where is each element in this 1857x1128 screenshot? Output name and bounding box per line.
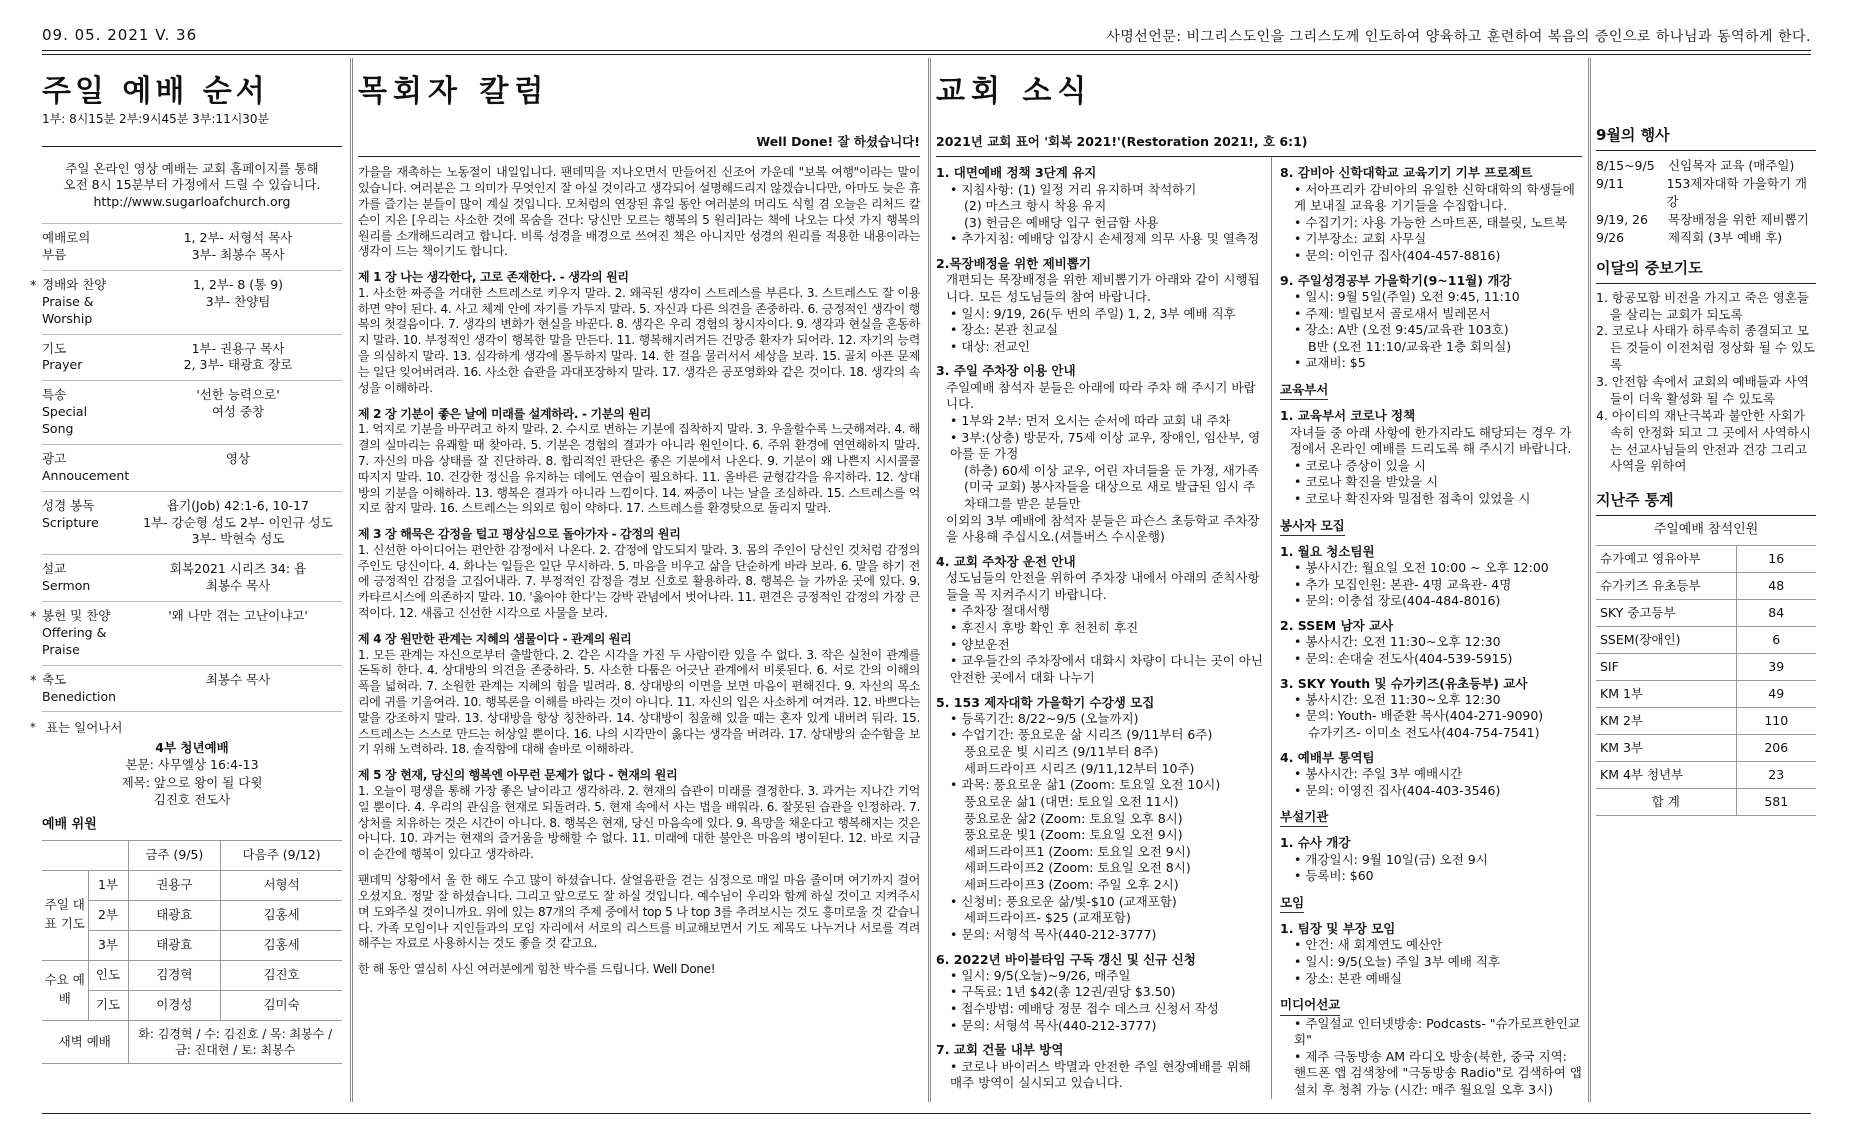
column-divider	[350, 58, 353, 1102]
prayer-item: 1. 항공모함 비전을 가지고 죽은 영혼들을 살리는 교회가 되도록	[1596, 289, 1809, 322]
notice-line: 오전 8시 15분부터 가정에서 드릴 수 있습니다.	[63, 177, 321, 193]
header-rule-2	[42, 54, 1811, 55]
stats-table	[1596, 545, 1816, 816]
committee-cell: 김진호	[221, 960, 342, 990]
standing-note: 표는 일어나서	[46, 720, 123, 736]
stats-row	[1596, 734, 1816, 761]
order-label-line: 특송	[42, 387, 67, 403]
news-item: • 일시: 9/5(오늘)~9/26, 매주일	[950, 967, 1131, 983]
news-subitem: B반 (오전 11:10/교육관 1층 회의실)	[1308, 338, 1512, 354]
standing-star: *	[30, 720, 36, 735]
news-item: • 문의: Youth- 배준환 목사(404-271-9090)	[1294, 708, 1544, 724]
news-item: • 장소: A반 (오전 9:45/교육관 103호)	[1294, 322, 1509, 338]
event-row	[1596, 229, 1816, 247]
stats-row	[1596, 572, 1816, 599]
issue-date: 09. 05. 2021 V. 36	[42, 26, 198, 44]
news-left	[936, 157, 1272, 1098]
order-label-line: Annoucement	[42, 467, 130, 483]
order-label	[42, 230, 134, 264]
news-category: 모임	[1280, 895, 1304, 913]
prayer-item: 2. 코로나 사태가 하루속히 종결되고 모든 것들이 이전처럼 정상화 될 수 있도록	[1596, 323, 1815, 373]
order-row	[30, 665, 342, 712]
news-heading: 6. 2022년 바이블타임 구독 갱신 및 신규 신청	[936, 951, 1196, 967]
news-heading: 1. 슈사 개강	[1280, 835, 1351, 851]
stats-name: KM 3부	[1596, 734, 1736, 761]
prayer-list	[1596, 290, 1816, 476]
news-subitem: 세퍼드라이프3 (Zoom: 주일 오후 2시)	[964, 877, 1179, 892]
news-subitem: (3) 헌금은 예배당 입구 헌금함 사용	[964, 214, 1159, 230]
order-label-line: Praise	[42, 641, 80, 657]
title-rule	[358, 156, 920, 157]
stats-value: 84	[1736, 599, 1816, 626]
order-value	[134, 387, 342, 421]
online-notice	[42, 147, 342, 224]
order-value	[134, 672, 342, 689]
committee-cell: 이경성	[128, 990, 221, 1020]
committee-sub-label: 인도	[88, 960, 128, 990]
news-heading: 3. SKY Youth 및 슈가키즈(유초등부) 교사	[1280, 675, 1528, 691]
news-item: • 문의: 서형석 목사(440-212-3777)	[950, 926, 1157, 942]
news-item: • 교재비: $5	[1294, 355, 1366, 371]
news-item: • 제주 극동방송 AM 라디오 방송(북한, 중국 지역: 핸드폰 앱 검색창에 "극동방송 Radio"로 검색하여 앱 설치 후 청취 가능 (시간: 매주 월요일 오후 3시)	[1294, 1048, 1582, 1097]
stats-row	[1596, 599, 1816, 626]
prayer-title: 이달의 중보기도	[1596, 259, 1703, 278]
stats-name: SIF	[1596, 653, 1736, 680]
events-title: 9월의 행사	[1596, 126, 1670, 144]
committee-sub-label: 1부	[88, 870, 128, 900]
news-paragraph: 자녀들 중 아래 사항에 한가지라도 해당되는 경우 가정에서 온라인 예배를 드리도록 해 주시기 바랍니다.	[1290, 424, 1572, 457]
news-item: • 문의: 손대술 전도사(404-539-5915)	[1294, 650, 1513, 666]
order-value	[134, 341, 342, 375]
order-label-line: Benediction	[42, 688, 117, 704]
events-list	[1596, 157, 1816, 248]
news-subitem: (2) 마스크 항시 착용 유지	[964, 198, 1107, 214]
order-label-line: 부름	[42, 247, 67, 263]
order-value-line: 최봉수 목사	[205, 578, 271, 594]
news-heading: 1. 월요 청소팀원	[1280, 543, 1375, 559]
stats-total-row	[1596, 788, 1816, 815]
news-subitem: 풍요로운 빛 시리즈 (9/11부터 8주)	[964, 744, 1159, 759]
order-star: *	[30, 673, 37, 689]
committee-cell: 태광효	[128, 930, 221, 960]
news-category-wrap	[1280, 799, 1582, 827]
section-heading: 제 3 장 해묵은 감정을 털고 평상심으로 돌아가자 - 감정의 원리	[358, 527, 681, 542]
news-heading: 1. 팀장 및 부장 모임	[1280, 921, 1396, 937]
column-title: 목회자 칼럼	[358, 74, 550, 109]
service-times: 1부: 8시15분 2부:9시45분 3부:11시30분	[42, 112, 270, 126]
church-motto: 2021년 교회 표어 '회복 2021!'(Restoration 2021!, 호 6:1)	[936, 134, 1308, 149]
order-label-line: Praise &	[42, 293, 94, 309]
news-paragraph: 이외의 3부 예배에 참석자 분들은 파슨스 초등학교 주차장을 사용해 주십시오.(셔틀버스 수시운행)	[946, 512, 1260, 545]
order-label-line: Worship	[42, 310, 93, 326]
order-label	[42, 672, 134, 706]
stats-row	[1596, 653, 1816, 680]
news-subitem: 풍요로운 삶1 (대면: 토요일 오전 11시)	[964, 793, 1179, 809]
prayer-rule	[1596, 283, 1816, 284]
stats-name: SSEM(장애인)	[1596, 626, 1736, 653]
order-value-line: 1, 2부- 서형석 목사	[183, 230, 293, 246]
section-body: 팬데믹 상황에서 올 한 해도 수고 많이 하셨습니다. 살얼음판을 걷는 심정으로 매일 마음 졸이며 여기까지 걸어오셨지요. 정말 잘 하셨습니다. 그리고 앞으로도 잘 하실 것입니다. 예수님이 우리와 함께 하실 것이고 지켜주시며 도와주실 것이니까요. 위에 있는 87개의 주제 중에서 top 5 나 top 3를 추려보시는 것도 흥미로울 것 같습니다. 가족 모임이나 지인들과의 모임 자리에서 서로의 리스트를 비교해보면서 기도 제목도 나누거나 서로를 격려해주는 자료로 사용하시는 것도 좋을 것 같고요.	[358, 873, 920, 951]
order-label	[42, 277, 134, 328]
footer-rule	[42, 1113, 1811, 1114]
order-value-line: '선한 능력으로'	[196, 387, 280, 403]
event-text: 153제자대학 가을학기 개강	[1666, 175, 1808, 209]
news-heading: 2. SSEM 남자 교사	[1280, 618, 1394, 633]
order-value-line: 여성 중창	[211, 404, 265, 420]
news-category: 봉사자 모집	[1280, 518, 1345, 536]
section-heading: 제 2 장 기분이 좋은 날에 미래를 설계하라. - 기분의 원리	[358, 406, 651, 421]
order-value-line: 1부- 강순형 성도 2부- 이인규 성도	[143, 514, 333, 530]
order-value-line: 1부- 권용구 목사	[191, 340, 285, 356]
news-item: • 봉사시간: 주일 3부 예배시간	[1294, 765, 1463, 781]
mission-statement: 사명선언문: 비그리스도인을 그리스도께 인도하여 양육하고 훈련하여 복음의 증인으로 하나님과 동역하게 한다.	[1106, 29, 1811, 45]
news-heading: 9. 주일성경공부 가을학기(9~11월) 개강	[1280, 272, 1512, 288]
stats-value: 110	[1736, 707, 1816, 734]
order-label	[42, 341, 134, 375]
event-date: 8/15~9/5	[1596, 157, 1655, 173]
order-label	[42, 498, 134, 532]
event-date: 9/26	[1596, 230, 1625, 245]
news-heading: 8. 감비아 신학대학교 교육기기 기부 프로젝트	[1280, 165, 1533, 181]
stats-value: 48	[1736, 572, 1816, 599]
news-heading: 4. 교회 주차장 운전 안내	[936, 553, 1076, 569]
event-row	[1596, 157, 1816, 175]
section-heading: 제 1 장 나는 생각한다, 고로 존재한다. - 생각의 원리	[358, 270, 629, 285]
events-rule	[1596, 150, 1816, 151]
event-text: 목장배정을 위한 제비뽑기	[1668, 211, 1809, 227]
order-list	[30, 223, 342, 711]
order-value-line: 회복2021 시리즈 34: 욥	[169, 561, 307, 577]
news-title: 교회 소식	[936, 74, 1093, 109]
order-label-line: 성경 봉독	[42, 497, 95, 513]
news-subitem: (미국 교회) 봉사자들을 대상으로 새로 발급된 임시 주차태그를 받은 분들만	[964, 479, 1256, 511]
news-heading: 4. 예배부 통역팀	[1280, 749, 1375, 765]
news-item: • 문의: 이충섭 장로(404-484-8016)	[1294, 593, 1501, 609]
news-item: • 대상: 전교인	[950, 338, 1030, 354]
order-value-line: 1, 2부- 8 (통 9)	[192, 276, 284, 292]
column-subtitle: Well Done! 잘 하셨습니다!	[756, 134, 920, 149]
order-star: *	[30, 278, 37, 294]
news-subitem: 세퍼드라이프1 (Zoom: 토요일 오전 9시)	[964, 843, 1191, 859]
youth-sermon-title: 제목: 앞으로 왕이 될 다윗	[121, 774, 263, 790]
church-website-link[interactable]: http://www.sugarloafchurch.org	[93, 194, 291, 210]
order-row	[30, 270, 342, 334]
dawn-schedule: 금: 진대현 / 토: 최봉수	[175, 1042, 296, 1057]
order-row	[42, 334, 342, 381]
news-heading: 1. 교육부서 코로나 정책	[1280, 408, 1416, 424]
events-column	[1596, 60, 1816, 1100]
section-spacer	[358, 863, 920, 873]
news-subitem: 슈가키즈- 이미소 전도사(404-754-7541)	[1308, 725, 1540, 740]
event-row	[1596, 211, 1816, 229]
section-body: 1. 억지로 기분을 바꾸려고 하지 말라. 2. 수시로 변하는 기분에 집착하지 말라. 3. 우울할수록 느긋해져라. 4. 해결의 실마리는 유쾌할 때 찾아라. 5. 기분은 경험의 결과가 아니라 원인이다. 6. 주위 환경에 연연해하지 말라. 7. 자신의 마음 상태를 잘 진단하라. 8. 합리적인 판단은 좋은 기분에서 나온다. 9. 기분이 왜 나쁜지 시시콜콜 따지지 말라. 10. 건강한 정신을 유지하는 데에도 연습이 필요하다. 11. 올바른 균형감각을 유지하라. 12. 상대방의 기분을 이해하라. 13. 행복은 결과가 아니라 느낌이다. 14. 짜증이 나는 날을 조심하라. 15. 스트레스를 억지로 참지 말라. 16. 스트레스는 의외로 힘이 약하다. 17. 스트레스를 환경탓으로 돌리지 말라.	[358, 422, 920, 516]
news-item: • 봉사시간: 오전 11:30~오후 12:30	[1294, 634, 1501, 650]
section-spacer	[358, 952, 920, 962]
committee-header: 다음주 (9/12)	[221, 840, 342, 870]
news-item: • 봉사시간: 오전 11:30~오후 12:30	[1294, 691, 1501, 707]
stats-row	[1596, 761, 1816, 788]
stats-name: 슈가예고 영유아부	[1596, 545, 1736, 572]
stats-name: KM 4부 청년부	[1596, 761, 1736, 788]
news-item: • 봉사시간: 월요일 오전 10:00 ~ 오후 12:00	[1294, 560, 1549, 576]
news-item: • 코로나 증상이 있을 시	[1294, 457, 1426, 473]
event-date: 9/19, 26	[1596, 211, 1648, 227]
news-item: • 양보운전	[950, 636, 1010, 652]
order-label-line: 경배와 찬양	[42, 276, 107, 292]
news-item: • 추가 모집인원: 본관- 4명 교육관- 4명	[1294, 576, 1512, 592]
worship-order-column	[30, 60, 342, 1100]
committee-cell: 김홍세	[221, 900, 342, 930]
event-row	[1596, 175, 1816, 211]
news-item: • 등록비: $60	[1294, 868, 1374, 884]
column-divider	[1588, 58, 1591, 1102]
section-heading: 제 4 장 원만한 관계는 지혜의 샘물이다 - 관계의 원리	[358, 631, 632, 646]
order-label	[42, 387, 134, 438]
committee-cell: 김홍세	[221, 930, 342, 960]
news-item: • 장소: 본관 예배실	[1294, 970, 1403, 986]
news-item: • 교우들간의 주차장에서 대화시 차량이 다니는 곳이 아닌 안전한 곳에서 대화 나누기	[950, 653, 1263, 685]
event-date: 9/11	[1596, 175, 1625, 191]
stats-header: 주일예배 참석인원	[1653, 521, 1759, 537]
order-label-line: Prayer	[42, 357, 83, 373]
stats-row	[1596, 707, 1816, 734]
order-row	[42, 223, 342, 270]
pastor-column	[358, 60, 920, 1100]
notice-line: 주일 온라인 영상 예배는 교회 홈페이지를 통해	[65, 160, 319, 176]
order-value-line: 3부- 최봉수 목사	[191, 247, 285, 263]
news-paragraph: 개편되는 목장배정을 위한 제비뽑기가 아래와 같이 시행됩니다. 모든 성도님들의 참여 바랍니다.	[946, 272, 1260, 304]
stats-row	[1596, 545, 1816, 572]
section-body: 1. 사소한 짜증을 거대한 스트레스로 키우지 말라. 2. 왜곡된 생각이 스트레스를 부른다. 3. 스트레스도 잘 이용하면 약이 된다. 4. 사고 체계 안에 자기를 가두지 말라. 5. 자신과 다른 의견을 존중하라. 6. 긍정적인 생각이 행복의 첫걸음이다. 7. 생각의 변화가 현실을 바꾼다. 8. 생각은 우리 경험의 창시자이다. 9. 생각과 현실을 혼동하지 말라. 10. 부정적인 생각이 행복한 말을 만든다. 11. 행복해지려거든 건망증 환자가 되어라. 12. 자기의 능력을 의심하지 말라. 13. 심각하게 생각에 몰두하지 말라. 14. 한 걸음 물러서서 세상을 보라. 15. 골치 아픈 문제는 일단 잊어버려라. 16. 사소한 습관을 과대포장하지 말라. 17. 생각은 공포영화와 같은 것이다. 18. 생각의 속성을 이해하라.	[358, 285, 920, 395]
news-item: • 구독료: 1년 $42(총 12권/권당 $3.50)	[950, 984, 1176, 1000]
news-item: • 코로나 확진을 받았을 시	[1294, 474, 1439, 490]
news-subitem: 세퍼드라이프2 (Zoom: 토요일 오전 8시)	[964, 860, 1191, 876]
event-text: 제직회 (3부 예배 후)	[1668, 230, 1783, 245]
news-item: • 일시: 9월 5일(주일) 오전 9:45, 11:10	[1294, 288, 1520, 304]
dawn-label: 새벽 예배	[42, 1020, 128, 1063]
order-value-line: 욥기(Job) 42:1-6, 10-17	[167, 497, 309, 513]
order-label-line: Scripture	[42, 514, 99, 530]
news-subitem: 풍요로운 삶2 (Zoom: 토요일 오후 8시)	[964, 810, 1183, 826]
dawn-schedule: 화: 김경혁 / 수: 김진호 / 목: 최봉수 /	[138, 1026, 333, 1041]
news-subitem: (하층) 60세 이상 교우, 어린 자녀들을 둔 가정, 새가족	[964, 462, 1259, 478]
event-text: 신임목자 교육 (매주일)	[1668, 157, 1795, 173]
committee-sub-label: 3부	[88, 930, 128, 960]
order-label	[42, 608, 134, 659]
order-value-line: 2, 3부- 태광효 장로	[183, 357, 293, 373]
news-item: • 과목: 풍요로운 삶1 (Zoom: 토요일 오전 10시)	[950, 777, 1221, 793]
order-value	[134, 561, 342, 595]
news-heading: 2.목장배정을 위한 제비뽑기	[936, 256, 1091, 271]
news-item: • 주일설교 인터넷방송: Podcasts- "슈가로프한인교회"	[1294, 1015, 1581, 1048]
news-item: • 수집기기: 사용 가능한 스마트폰, 태블릿, 노트북	[1294, 214, 1567, 230]
section-body: 한 해 동안 열심히 사신 여러분에게 힘찬 박수를 드립니다. Well Done!	[358, 962, 716, 977]
news-category: 부설기관	[1280, 809, 1328, 827]
youth-service	[30, 711, 342, 808]
news-subitem: 세퍼드라이프 시리즈 (9/11,12부터 10주)	[964, 760, 1195, 776]
youth-text: 본문: 사무엘상 16:4-13	[125, 757, 259, 773]
news-item: • 접수방법: 예배당 정문 접수 데스크 신청서 작성	[950, 1001, 1219, 1016]
order-label-line: Special	[42, 404, 88, 420]
section-body: 1. 신선한 아이디어는 편안한 감정에서 나온다. 2. 감정에 압도되지 말라. 3. 몸의 주인이 당신인 것처럼 감정의 주인도 당신이다. 4. 화나는 일들은 일단 무시하라. 5. 마음을 비우고 삶을 단순하게 바라 보라. 6. 말을 하기 전에 긍정적인 감정을 고집어내라. 7. 부정적인 감정을 경보 신호로 활용하라. 8. 행복은 늘 가까운 곳에 있다. 9. 카타르시스에 의존하지 말라. 10. '옳아야 한다'는 강박 관념에서 벗어나라. 11. 편견은 긍정적인 감정의 가장 큰 적이다. 12. 새롭고 신선한 시각으로 사물을 보라.	[358, 542, 920, 621]
news-item: • 지침사항: (1) 일정 거리 유지하며 착석하기	[950, 181, 1197, 197]
stats-value: 16	[1736, 545, 1816, 572]
news-right	[1272, 157, 1582, 1098]
news-item: • 문의: 이영진 집사(404-403-3546)	[1294, 782, 1501, 798]
section-body: 1. 오늘이 평생을 통해 가장 좋은 날이라고 생각하라. 2. 현재의 습관이 미래를 결정한다. 3. 과거는 지나간 기억일 뿐이다. 4. 우리의 관심을 현재로 되돌려라. 5. 현재 속에서 사는 법을 배워라. 6. 잘못된 습관을 인정하라. 7. 상처를 치유하는 것은 시간이 아니다. 8. 행복은 현재, 당신 마음속에 있다. 9. 욕망을 채운다고 행복해지는 것은 아니다. 10. 과거는 현재의 즐거움을 방해할 수 없다. 11. 미래에 대한 불안은 마음의 병이된다. 12. 바로 지금 이 순간에 행복이 있다고 생각하라.	[358, 783, 920, 862]
news-column	[936, 60, 1582, 1100]
stats-name: SKY 중고등부	[1596, 599, 1736, 626]
stats-name: KM 1부	[1596, 680, 1736, 707]
stats-value: 206	[1736, 734, 1816, 761]
prayer-item: 4. 아이티의 재난극복과 불안한 사회가 속히 안정화 되고 그 곳에서 사역하시는 선교사님들의 안전과 건강 그리고 사역을 위하여	[1596, 407, 1811, 474]
stats-total-value: 581	[1736, 788, 1816, 815]
order-label-line: Offering &	[42, 624, 107, 640]
news-heading: 7. 교회 건물 내부 방역	[936, 1042, 1064, 1058]
column-divider	[928, 58, 931, 1102]
news-item: • 문의: 이인규 집사(404-457-8816)	[1294, 248, 1501, 263]
committee-sub-label: 기도	[88, 990, 128, 1020]
news-item: • 코로나 확진자와 밀접한 접촉이 있었을 시	[1294, 491, 1531, 506]
stats-total-label: 합 계	[1596, 788, 1736, 815]
page-header	[0, 0, 1857, 52]
news-item: • 1부와 2부: 먼저 오시는 순서에 따라 교회 내 주차	[950, 412, 1231, 428]
committee-title: 예배 위원	[42, 816, 97, 832]
order-label-line: Sermon	[42, 578, 91, 594]
news-item: • 수업기간: 풍요로운 삶 시리즈 (9/11부터 6주)	[950, 727, 1213, 743]
column-sections	[358, 270, 920, 978]
news-category-wrap	[1280, 508, 1582, 536]
order-label-line: 봉헌 및 찬양	[42, 608, 111, 624]
news-item: • 서아프리카 감비아의 유일한 신학대학의 학생들에게 보내질 교육용 기기들을 수집합니다.	[1294, 181, 1575, 214]
order-label-line: 기도	[42, 340, 67, 356]
youth-title: 4부 청년예배	[155, 739, 229, 755]
committee-cell: 김미숙	[221, 990, 342, 1020]
header-rule	[42, 50, 1811, 51]
committee-cell: 태광효	[128, 900, 221, 930]
section-heading: 제 5 장 현재, 당신의 행복엔 아무런 문제가 없다 - 현재의 원리	[358, 768, 678, 783]
order-label	[42, 561, 134, 595]
news-item: • 신청비: 풍요로운 삶/빛-$10 (교재포함)	[950, 893, 1177, 909]
order-label-line: Song	[42, 421, 74, 437]
news-paragraph: 성도님들의 안전을 위하여 주차장 내에서 아래의 준칙사항들을 꼭 지켜주시기 바랍니다.	[946, 570, 1260, 602]
stats-name: KM 2부	[1596, 707, 1736, 734]
order-label	[42, 451, 134, 485]
order-value-line: 영상	[225, 450, 251, 466]
order-star: *	[30, 610, 37, 626]
order-row	[42, 554, 342, 601]
stats-name: 슈가키즈 유초등부	[1596, 572, 1736, 599]
news-item: • 주제: 빌립보서 골로새서 빌레몬서	[1294, 305, 1491, 321]
column-intro: 가을을 재촉하는 노동절이 내일입니다. 팬데믹을 지나오면서 만들어진 신조어 가운데 "보복 여행"이라는 말이 있습니다. 여러분은 그 의미가 무엇인지 잘 아실 것이라고 생각되어 설명해드리지 않겠습니다만, 아마도 늦은 휴가를 즐기는 분들이 많이 계실 것입니다. 모처럼의 연장된 휴일 동안 여러분의 머리도 식힐 겸 오늘은 리처드 칼슨이 지은 [우리는 사소한 것에 목숨을 건다: 당신만 모르는 행복의 5 원리]라는 책에 나오는 다섯 가지 행복의 원리를 소개해드리려고 합니다. 비록 성경을 배경으로 쓰여진 책은 아니지만 성경의 원리를 적용한 내용이라는 생각이 드는 책이기도 합니다.	[358, 165, 920, 259]
news-item: • 일시: 9/5(오늘) 주일 3부 예배 직후	[1294, 954, 1501, 969]
prayer-item: 3. 안전함 속에서 교회의 예배들과 사역들이 더욱 활성화 될 수 있도록	[1596, 374, 1809, 406]
stats-value: 6	[1736, 626, 1816, 653]
wednesday-group-label: 수요 예배	[42, 960, 88, 1020]
order-value	[134, 498, 342, 549]
order-row	[42, 380, 342, 444]
news-item: • 후진시 후방 확인 후 천천히 후진	[950, 620, 1139, 635]
order-label-line: 광고	[42, 450, 67, 466]
order-value	[134, 608, 342, 625]
news-subitem: 세퍼드라이프- $25 (교재포함)	[964, 910, 1131, 926]
stats-row	[1596, 626, 1816, 653]
news-item: • 문의: 서형석 목사(440-212-3777)	[950, 1017, 1157, 1033]
prayer-group-label: 주일 대표 기도	[42, 870, 88, 960]
order-value	[134, 277, 342, 311]
news-item: • 등록기간: 8/22~9/5 (오늘까지)	[950, 710, 1139, 726]
order-value-line: 최봉수 목사	[205, 671, 271, 687]
order-value-line: 3부- 박현숙 성도	[191, 531, 285, 547]
news-paragraph: 주일예배 참석자 분들은 아래에 따라 주차 해 주시기 바랍니다.	[946, 379, 1256, 412]
order-value	[134, 230, 342, 264]
news-category: 미디어선교	[1280, 997, 1340, 1015]
news-item: • 일시: 9/19, 26(두 번의 주일) 1, 2, 3부 예배 직후	[950, 305, 1236, 321]
order-label-line: 축도	[42, 671, 67, 687]
stats-title: 지난주 통계	[1596, 491, 1674, 510]
order-label-line: 설교	[42, 561, 67, 577]
youth-preacher: 김진호 전도사	[153, 792, 231, 808]
news-category-wrap	[1280, 987, 1582, 1015]
committee-sub-label: 2부	[88, 900, 128, 930]
news-heading: 3. 주일 주차장 이용 안내	[936, 363, 1076, 379]
order-value-line: '왜 나만 겪는 고난이냐고'	[168, 608, 308, 624]
news-item: • 3부:(상층) 방문자, 75세 이상 교우, 장애인, 임산부, 영아를 둔 가정	[950, 429, 1261, 462]
news-item: • 코로나 바이러스 박멸과 안전한 주일 현장예배를 위해 매주 방역이 실시되고 있습니다.	[950, 1058, 1251, 1091]
order-row	[42, 444, 342, 491]
committee-cell: 서형석	[221, 870, 342, 900]
news-item: • 개강일시: 9월 10일(금) 오전 9시	[1294, 851, 1488, 867]
news-heading: 5. 153 제자대학 가을학기 수강생 모집	[936, 694, 1155, 710]
stats-row	[1596, 680, 1816, 707]
order-value	[134, 451, 342, 468]
news-item: • 주차장 절대서행	[950, 603, 1050, 619]
order-row	[42, 491, 342, 555]
news-item: • 기부장소: 교회 사무실	[1294, 231, 1427, 247]
news-item: • 안건: 새 회계연도 예산안	[1294, 937, 1443, 953]
news-item: • 장소: 본관 친교실	[950, 322, 1059, 338]
news-category-wrap	[1280, 885, 1582, 913]
news-heading: 1. 대면예배 정책 3단계 유지	[936, 165, 1097, 181]
order-value-line: 3부- 찬양팀	[205, 293, 271, 309]
stats-value: 49	[1736, 680, 1816, 707]
stats-value: 39	[1736, 653, 1816, 680]
news-subitem: 풍요로운 빛1 (Zoom: 토요일 오전 9시)	[964, 827, 1183, 843]
news-category-wrap	[1280, 372, 1582, 400]
news-item: • 추가지침: 예배당 입장시 손세정제 의무 사용 및 열측정	[950, 231, 1260, 247]
committee-header: 금주 (9/5)	[128, 840, 221, 870]
section-body: 1. 모든 관계는 자신으로부터 출발한다. 2. 같은 시각을 가진 두 사람이란 있을 수 없다. 3. 작은 실천이 관계를 돈독히 한다. 4. 상대방의 의견을 존중하라. 5. 사소한 다툼은 어긋난 관계에서 비롯된다. 6. 서로 간의 이해의 폭을 넓혀라. 7. 소원한 관계는 지혜의 힘을 빌려라. 8. 상대방의 이면을 보면 마음이 편해진다. 9. 자신의 목소리에 귀를 기울여라. 10. 행복론을 이해를 바라는 것이 아니다. 11. 자신의 입은 사소하게 여겨라. 12. 바쁘다는 말을 강조하지 말라. 13. 상대방을 항상 칭찬하라. 14. 상대방이 침울해 있을 때는 혼자 있게 내버려 둬라. 15. 스트레스는 스스로 만드는 허상일 뿐이다. 16. 나의 시각만이 옳다는 생각을 버려라. 17. 상대방의 순수함을 보기 위해 노력하라. 18. 솔직함에 대해 솔바로 이해하라.	[358, 647, 920, 757]
committee-cell: 권용구	[128, 870, 221, 900]
worship-title: 주일 예배 순서	[42, 74, 269, 109]
stats-value: 23	[1736, 761, 1816, 788]
committee-cell: 김경혁	[128, 960, 221, 990]
order-label-line: 예배로의	[42, 230, 91, 246]
committee-table	[42, 840, 342, 1064]
order-row	[30, 601, 342, 665]
news-category: 교육부서	[1280, 382, 1328, 400]
